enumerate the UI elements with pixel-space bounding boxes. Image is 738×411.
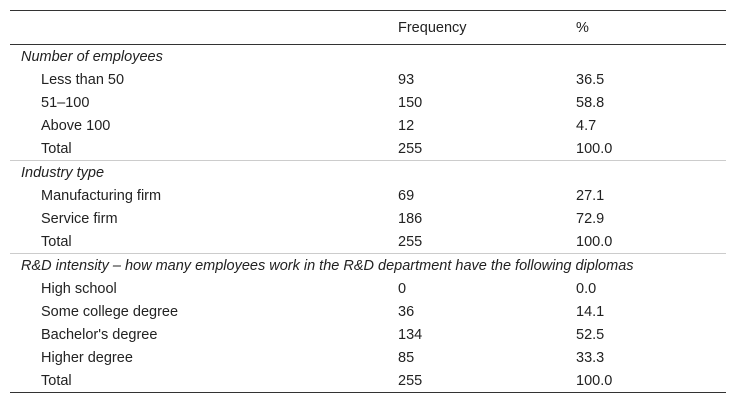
row-frequency: 255 (398, 138, 576, 161)
table-row (10, 301, 726, 324)
table-row (10, 278, 726, 301)
row-label: Bachelor's degree (41, 327, 158, 343)
table-row (10, 324, 726, 347)
section-header-industry-type (10, 161, 726, 185)
row-percent: 100.0 (576, 370, 726, 393)
section-title: Number of employees (21, 48, 163, 65)
row-label: Total (10, 138, 398, 161)
row-label: Some college degree (41, 304, 179, 320)
row-frequency: 36 (398, 304, 415, 320)
row-label: Less than 50 (41, 72, 125, 88)
table-row (10, 185, 726, 208)
section-title: R&D intensity – how many employees work in the R&D department have the following diplomas (21, 257, 634, 274)
header-row (10, 11, 726, 45)
row-percent: 100.0 (576, 138, 726, 161)
row-frequency: 0 (398, 281, 407, 297)
table-row-total (10, 138, 726, 161)
table-row-total (10, 231, 726, 254)
row-frequency: 85 (398, 350, 415, 366)
table-row (10, 208, 726, 231)
table-body (10, 45, 726, 393)
row-frequency: 186 (398, 211, 423, 227)
row-label: Total (10, 370, 398, 393)
row-label: 51–100 (41, 95, 90, 111)
section-header-rd-intensity (10, 254, 726, 278)
table-header (10, 11, 726, 45)
table-row (10, 92, 726, 115)
row-percent: 33.3 (576, 350, 605, 366)
row-label: Manufacturing firm (41, 188, 162, 204)
row-label: Service firm (41, 211, 118, 227)
row-percent: 36.5 (576, 72, 605, 88)
row-percent: 4.7 (576, 118, 597, 134)
section-header-number-of-employees (10, 45, 726, 69)
row-percent: 72.9 (576, 211, 605, 227)
row-frequency: 134 (398, 327, 423, 343)
row-label: Total (10, 231, 398, 254)
row-percent: 14.1 (576, 304, 605, 320)
table-row (10, 69, 726, 92)
row-percent: 52.5 (576, 327, 605, 343)
table-row (10, 115, 726, 138)
section-title: Industry type (21, 164, 105, 181)
row-label: Above 100 (41, 118, 111, 134)
header-frequency: Frequency (398, 11, 576, 45)
row-frequency: 69 (398, 188, 415, 204)
row-label: High school (41, 281, 117, 297)
row-label: Higher degree (41, 350, 133, 366)
row-frequency: 255 (398, 231, 576, 254)
row-frequency: 93 (398, 72, 415, 88)
header-label-column (10, 11, 398, 45)
table-row (10, 347, 726, 370)
row-frequency: 12 (398, 118, 415, 134)
row-percent: 100.0 (576, 231, 726, 254)
frequency-table (10, 10, 726, 393)
row-frequency: 150 (398, 95, 423, 111)
row-frequency: 255 (398, 370, 576, 393)
row-percent: 0.0 (576, 281, 597, 297)
table-row-total (10, 370, 726, 393)
header-percent: % (576, 11, 726, 45)
row-percent: 58.8 (576, 95, 605, 111)
frequency-table-container (10, 10, 726, 393)
row-percent: 27.1 (576, 188, 605, 204)
